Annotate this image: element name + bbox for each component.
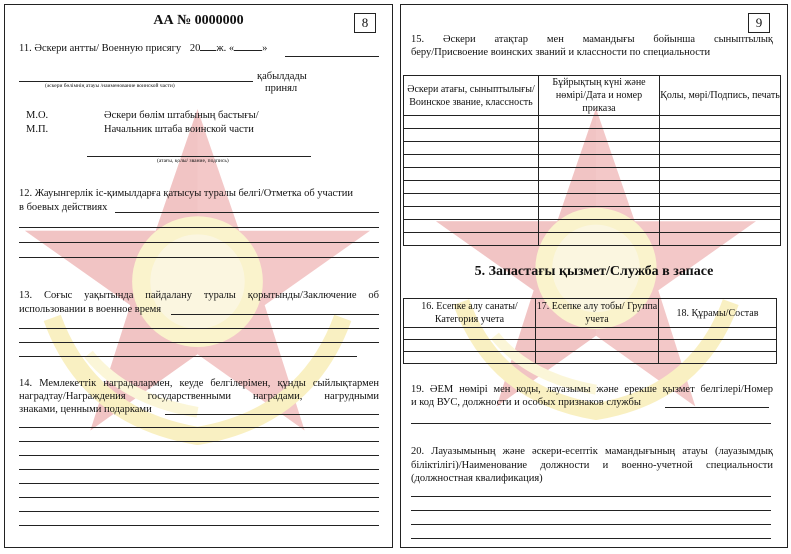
reserve-cell[interactable]	[659, 340, 777, 352]
awards-line-3[interactable]	[19, 455, 379, 456]
reserve-cell[interactable]	[536, 328, 659, 340]
ranks-table	[403, 75, 781, 246]
oath-year-suffix: ж. «	[216, 43, 235, 54]
stamp-mp: М.П.	[26, 124, 49, 135]
combat-label-line1: 12. Жауынгерлік іс-қимылдарға қатысуы туралы белгі/Отметка об участии	[19, 188, 353, 199]
reserve-cell[interactable]	[659, 352, 777, 364]
oath-year-prefix: 20	[189, 43, 201, 54]
position-label-line2: біліктілігі)/Наименование должности и военно-учетной специальности	[411, 460, 773, 471]
awards-line-6[interactable]	[19, 497, 379, 498]
awards-line-8[interactable]	[19, 525, 379, 526]
combat-label-line2: в боевых действиях	[19, 202, 108, 213]
reserve-col-group: 17. Есепке алу тобы/ Группа учета	[536, 299, 659, 328]
reserve-cell[interactable]	[404, 340, 536, 352]
vus-label-line1: 19. ӘЕМ нөмірі мен коды, лауазымы және ерекше қызмет белгілері/Номер	[411, 384, 773, 395]
ranks-cell[interactable]	[660, 116, 781, 129]
position-label-line3: (должностная квалификация)	[411, 473, 543, 484]
stamp-mo: М.О.	[26, 110, 49, 121]
position-line-2[interactable]	[411, 524, 771, 525]
ranks-cell[interactable]	[660, 194, 781, 207]
awards-line-1[interactable]	[19, 427, 379, 428]
ranks-cell[interactable]	[660, 168, 781, 181]
ranks-col-rank: Әскери атағы, сыныптылығы/Воинское звание, классность	[404, 76, 539, 116]
wartime-label-line1: 13. Соғыс уақытында пайдалану туралы қорытынды/Заключение об	[19, 290, 379, 301]
reserve-cell[interactable]	[404, 352, 536, 364]
ranks-cell[interactable]	[404, 142, 539, 155]
ranks-cell[interactable]	[404, 181, 539, 194]
document-number: АА № 0000000	[153, 13, 244, 28]
oath-label-text: 11. Әскери антты/ Военную присягу	[19, 43, 182, 54]
ranks-cell[interactable]	[660, 233, 781, 246]
ranks-cell[interactable]	[660, 181, 781, 194]
ranks-cell[interactable]	[404, 168, 539, 181]
ranks-cell[interactable]	[539, 181, 660, 194]
ranks-cell[interactable]	[404, 220, 539, 233]
ranks-cell[interactable]	[404, 116, 539, 129]
chief-title-kz: Әскери бөлім штабының бастығы/	[104, 110, 259, 121]
signature-caption: (атағы, қолы/ звание, подпись)	[157, 158, 229, 164]
wartime-label-line2: использовании в военное время	[19, 304, 162, 315]
awards-line-4[interactable]	[19, 469, 379, 470]
ranks-cell[interactable]	[404, 233, 539, 246]
position-line-3[interactable]	[411, 538, 771, 539]
ranks-cell[interactable]	[660, 220, 781, 233]
reserve-cell[interactable]	[404, 328, 536, 340]
ranks-cell[interactable]	[539, 142, 660, 155]
position-label-line1: 20. Лауазымының және әскери-есептік мамандығының атауы (лауазымдық	[411, 446, 773, 457]
unit-name-caption: (әскери бөлімнің атауы /наименование воинской части)	[45, 83, 175, 89]
page-number-8: 8	[354, 13, 376, 33]
ranks-cell[interactable]	[539, 155, 660, 168]
unit-name-line[interactable]	[19, 81, 253, 82]
combat-line-3[interactable]	[19, 257, 379, 258]
combat-line-2[interactable]	[19, 242, 379, 243]
awards-line-5[interactable]	[19, 483, 379, 484]
position-line-1[interactable]	[411, 510, 771, 511]
vus-label-line2: и код ВУС, должности и особых признаков службы	[411, 397, 641, 408]
reserve-cell[interactable]	[536, 352, 659, 364]
wartime-line-3[interactable]	[19, 356, 357, 357]
combat-line-1[interactable]	[19, 227, 379, 228]
ranks-cell[interactable]	[660, 142, 781, 155]
ranks-col-signature: Қолы, мөрі/Подпись, печать	[660, 76, 781, 116]
reserve-table	[403, 298, 777, 364]
reserve-col-category: 16. Есепке алу санаты/Категория учета	[404, 299, 536, 328]
ranks-cell[interactable]	[660, 155, 781, 168]
wartime-line-1[interactable]	[19, 328, 379, 329]
vus-line-0[interactable]	[665, 407, 769, 408]
page-number-9: 9	[748, 13, 770, 33]
ranks-cell[interactable]	[539, 168, 660, 181]
ranks-col-order: Бұйрықтың күні және нөмірі/Дата и номер приказа	[539, 76, 660, 116]
ranks-cell[interactable]	[539, 233, 660, 246]
accepted-kz: қабылдады	[257, 71, 307, 82]
chief-title-ru: Начальник штаба воинской части	[104, 124, 254, 135]
awards-label-line2: наградтау/Награждения государственными наградами, нагрудными	[19, 391, 379, 402]
awards-line-7[interactable]	[19, 511, 379, 512]
awards-line-0[interactable]	[165, 414, 379, 415]
ranks-cell[interactable]	[404, 129, 539, 142]
oath-label	[19, 42, 389, 56]
ranks-label-line2: беру/Присвоение воинских званий и классности по специальности	[411, 47, 711, 58]
ranks-cell[interactable]	[404, 194, 539, 207]
reserve-cell[interactable]	[536, 340, 659, 352]
ranks-cell[interactable]	[539, 207, 660, 220]
ranks-cell[interactable]	[404, 155, 539, 168]
combat-line-0[interactable]	[115, 212, 379, 213]
ranks-cell[interactable]	[539, 220, 660, 233]
reserve-section-title: 5. Запастағы қызмет/Служба в запасе	[474, 264, 714, 279]
position-line-0[interactable]	[411, 496, 771, 497]
reserve-col-composition: 18. Құрамы/Состав	[659, 299, 777, 328]
ranks-cell[interactable]	[660, 207, 781, 220]
left-page	[4, 4, 393, 548]
reserve-cell[interactable]	[659, 328, 777, 340]
awards-label-line1: 14. Мемлекеттік наградалармен, кеуде белгілерімен, құнды сыйлықтармен	[19, 378, 379, 389]
right-page	[400, 4, 788, 548]
ranks-cell[interactable]	[539, 129, 660, 142]
oath-close-quote: »	[262, 43, 268, 54]
wartime-line-2[interactable]	[19, 342, 379, 343]
oath-date-line[interactable]	[285, 56, 379, 57]
accepted-ru: принял	[265, 83, 298, 94]
signature-line[interactable]	[87, 156, 311, 157]
ranks-cell[interactable]	[539, 194, 660, 207]
awards-line-2[interactable]	[19, 441, 379, 442]
ranks-cell[interactable]	[660, 129, 781, 142]
ranks-label-line1: 15. Әскери атақтар мен мамандығы бойынша сыныптылық	[411, 34, 773, 45]
ranks-cell[interactable]	[404, 207, 539, 220]
ranks-cell[interactable]	[539, 116, 660, 129]
vus-line-1[interactable]	[411, 423, 771, 424]
wartime-line-0[interactable]	[171, 314, 379, 315]
awards-label-line3: знаками, ценными подарками	[19, 404, 152, 415]
